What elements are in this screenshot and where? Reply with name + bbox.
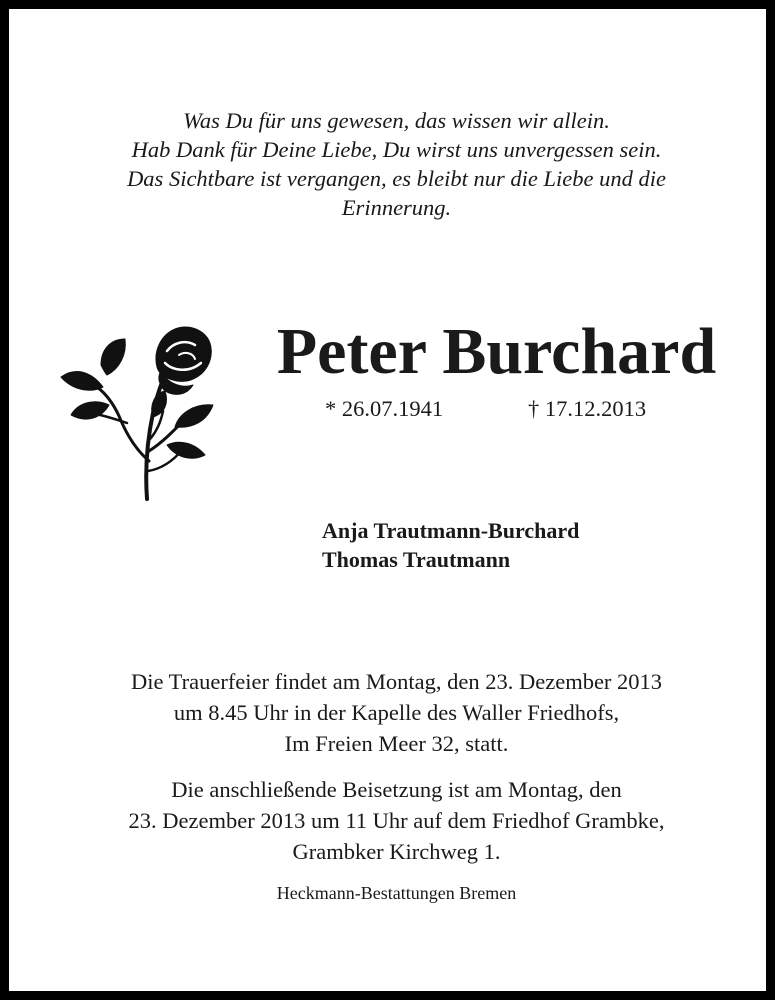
poem-line: Das Sichtbare ist vergangen, es bleibt nur die Liebe und die <box>127 166 666 191</box>
mourner-name: Thomas Trautmann <box>322 547 511 572</box>
undertaker-name: Heckmann-Bestattungen Bremen <box>276 883 517 903</box>
birth-date: * 26.07.1941 <box>325 396 444 421</box>
notice-line: Die Trauerfeier findet am Montag, den 23. Dezember 2013 <box>130 669 663 694</box>
deceased-name: Peter Burchard <box>276 315 717 388</box>
death-date: † 17.12.2013 <box>528 396 647 421</box>
rose-icon <box>57 321 222 503</box>
notice-line: 23. Dezember 2013 um 11 Uhr auf dem Friedhof Grambke, <box>128 808 665 833</box>
memorial-poem <box>29 106 764 222</box>
notice-line: Im Freien Meer 32, statt. <box>284 731 509 756</box>
funeral-service-notice <box>29 666 764 759</box>
mourners-list <box>322 516 579 574</box>
notice-line: Grambker Kirchweg 1. <box>292 839 501 864</box>
poem-line: Was Du für uns gewesen, das wissen wir allein. <box>183 108 610 133</box>
poem-line: Erinnerung. <box>341 195 452 220</box>
poem-line: Hab Dank für Deine Liebe, Du wirst uns unvergessen sein. <box>131 137 662 162</box>
burial-notice <box>29 774 764 867</box>
mourner-name: Anja Trautmann-Burchard <box>322 518 580 543</box>
notice-line: Die anschließende Beisetzung ist am Montag, den <box>171 777 622 802</box>
notice-line: um 8.45 Uhr in der Kapelle des Waller Friedhofs, <box>173 700 620 725</box>
